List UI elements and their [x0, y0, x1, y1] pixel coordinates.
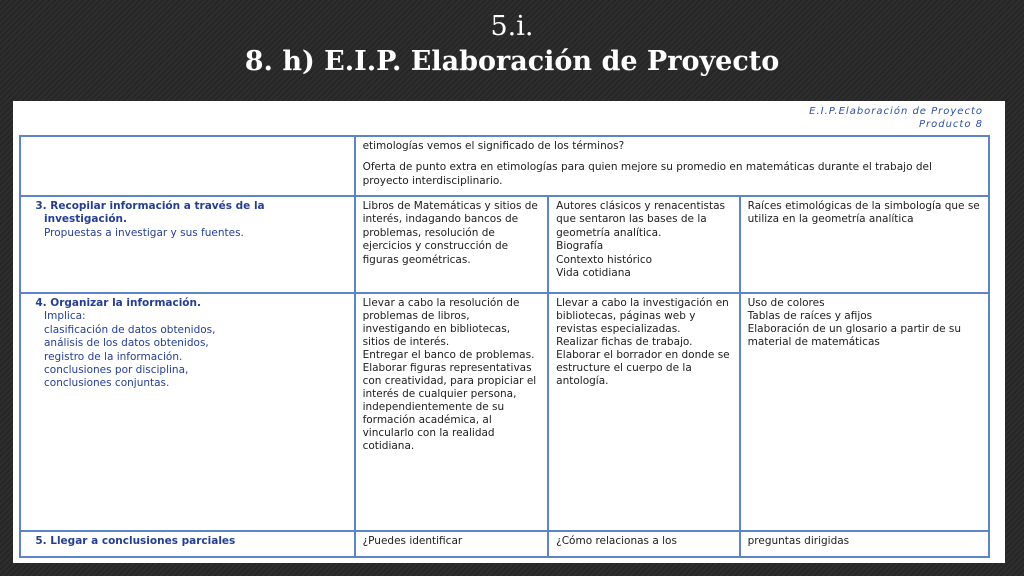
step-cell [20, 196, 355, 293]
step-item: conclusiones por disciplina, [44, 364, 189, 377]
cell-text: ¿Puedes identificar [362, 535, 463, 547]
history-cell [548, 531, 739, 557]
etymology-cell [740, 196, 989, 293]
cell-text: Elaborar figuras representativas con creatividad, para propiciar el interés de cualquier persona, independientemente de su formación académica, al vincularlo con la realidad cotidiana. [362, 362, 537, 452]
cell-text: Uso de colores [747, 297, 825, 309]
cell-text: Elaboración de un glosario a partir de su material de matemáticas [747, 323, 962, 348]
step-item: registro de la información. [44, 350, 183, 363]
document-header-title: E.I.P.Elaboración de Proyecto [809, 106, 983, 117]
document-page [13, 101, 1005, 563]
cell-text: Raíces etimológicas de la simbología que se utiliza en la geometría analítica [747, 200, 980, 226]
step-implica: Implica: [44, 310, 86, 323]
cell-text: Contexto histórico [556, 253, 653, 266]
step-title-continued: investigación. [44, 213, 128, 226]
cell-text: etimologías vemos el significado de los términos? [362, 140, 625, 152]
step-title: 4. Organizar la información. [35, 297, 201, 309]
cell-text: Llevar a cabo la investigación en bibliotecas, páginas web y revistas especializadas. [556, 297, 729, 335]
cell-text: Autores clásicos y renacentistas que sentaron las bases de la geometría analítica. [556, 200, 725, 239]
etymology-cell [740, 293, 989, 531]
cell-text: Libros de Matemáticas y sitios de interés, indagando bancos de problemas, resolución de ejercicios y construcción de figuras geométricas. [362, 200, 538, 266]
table-row [20, 136, 989, 196]
cell-text: Elaborar el borrador en donde se estructure el cuerpo de la antología. [556, 349, 730, 387]
etymology-cell [740, 531, 989, 557]
table-row [20, 293, 989, 531]
step-title: 5. Llegar a conclusiones parciales [35, 535, 236, 547]
math-cell [355, 293, 549, 531]
table-row [20, 531, 989, 557]
cell-text: Llevar a cabo la resolución de problemas de libros, investigando en bibliotecas, sitios de interés. [362, 297, 520, 348]
step-cell [20, 531, 355, 557]
slide-title: 8. h) E.I.P. Elaboración de Proyecto [244, 46, 780, 77]
history-cell [548, 196, 739, 293]
cell-text: Vida cotidiana [556, 267, 631, 280]
cell-text: Biografía [556, 240, 604, 253]
step-detail: Propuestas a investigar y sus fuentes. [44, 226, 244, 239]
slide-title-area [0, 0, 1024, 100]
cell-text: Oferta de punto extra en etimologías para quien mejore su promedio en matemáticas durante el trabajo del proyecto interdisciplinario. [362, 161, 932, 187]
math-cell [355, 196, 549, 293]
table-row [20, 196, 989, 293]
cell-text: Entregar el banco de problemas. [362, 349, 535, 361]
step-item: análisis de los datos obtenidos, [44, 337, 209, 350]
merged-cell [355, 136, 989, 196]
history-cell [548, 293, 739, 531]
document-header [809, 105, 983, 131]
math-cell [355, 531, 549, 557]
step-item: clasificación de datos obtenidos, [44, 323, 216, 336]
step-item: conclusiones conjuntas. [44, 377, 170, 390]
cell-text: ¿Cómo relacionas a los [556, 535, 677, 547]
step-cell [20, 136, 355, 196]
cell-text: preguntas dirigidas [747, 535, 850, 547]
cell-text: Realizar fichas de trabajo. [556, 336, 693, 348]
cell-text: Tablas de raíces y afijos [747, 310, 873, 322]
project-table [19, 135, 990, 558]
document-header-product: Producto 8 [918, 119, 983, 130]
step-cell [20, 293, 355, 531]
step-title: 3. Recopilar información a través de la [35, 200, 265, 212]
slide-title-number: 5.i. [490, 11, 534, 42]
